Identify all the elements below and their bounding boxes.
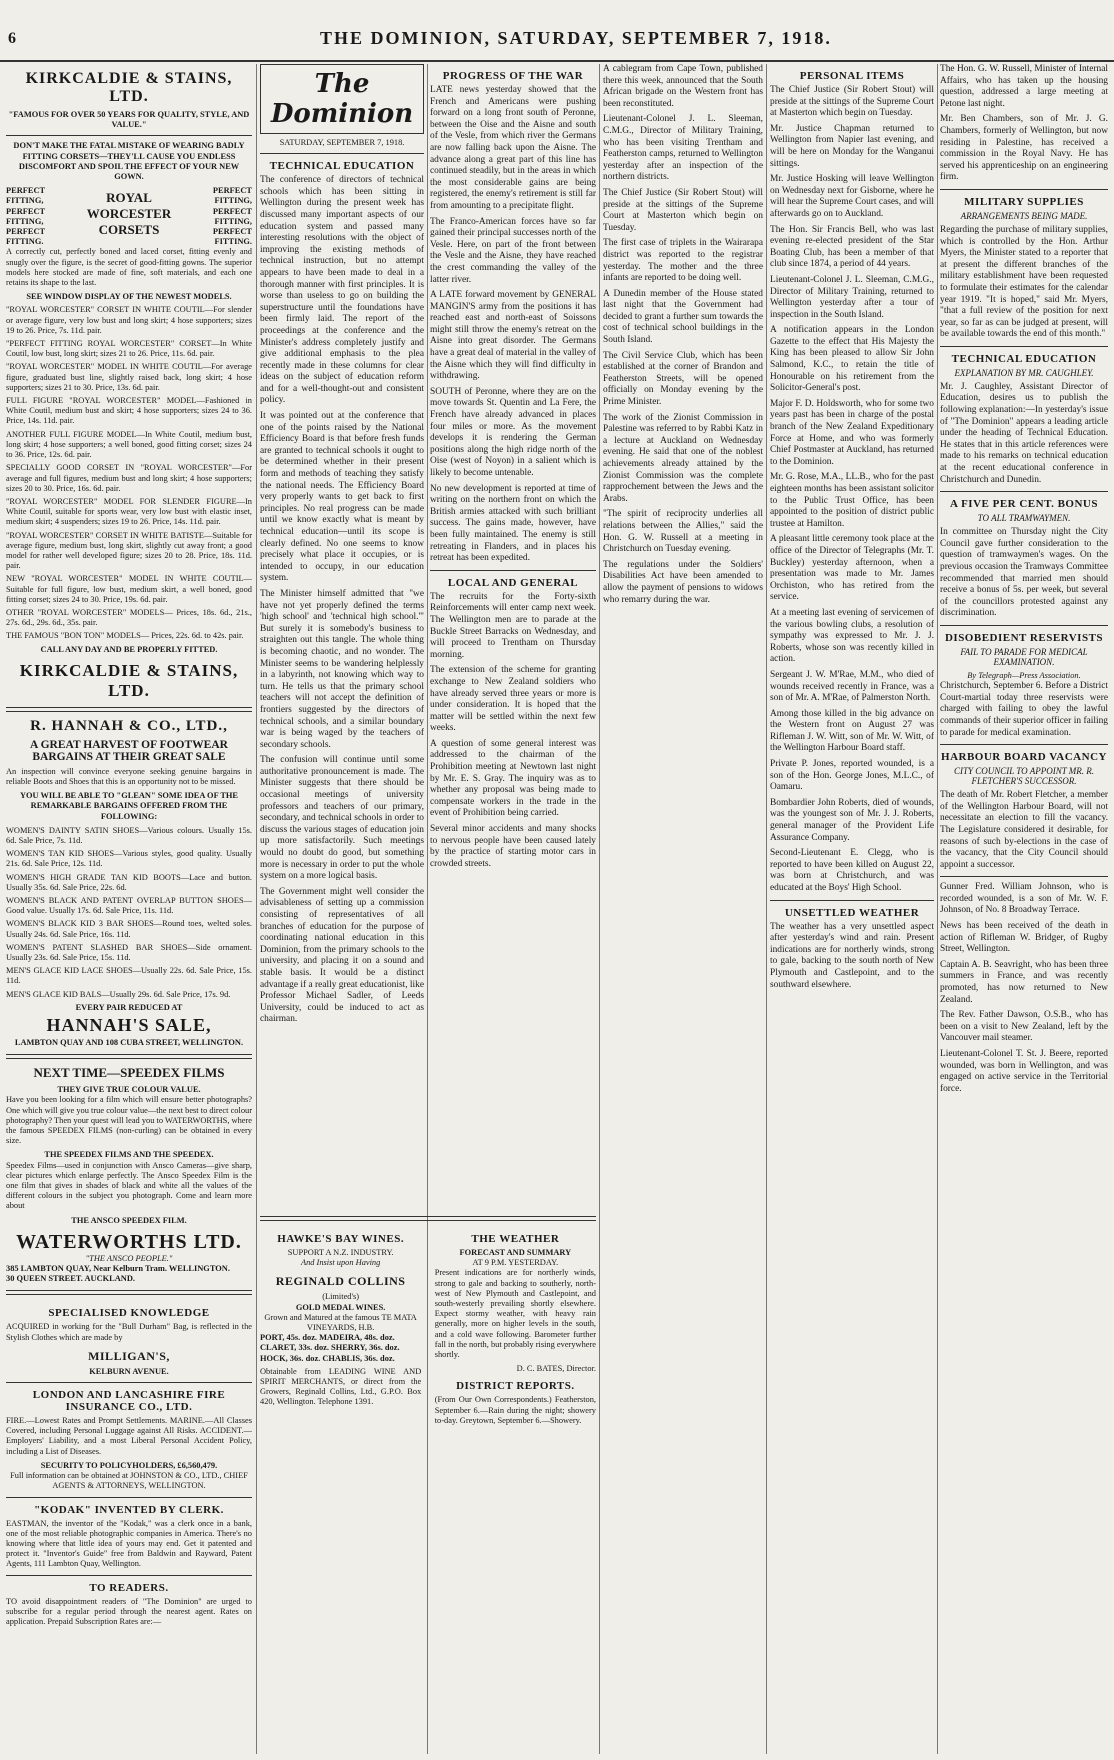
divider xyxy=(940,346,1108,347)
editorial-paragraph: The conference of directors of technical schools which has been sitting in Wellington during the present week has discussed many important aspects of our education system and passed many interesting resolutions with the object of improving the existing methods of technical instruction, but no attempt appears to have been made to deal in a thorough manner with first principles. It is worse than useless to go on building the superstructure until the foundations have been firmly laid. The report of the proceedings at the conference and the Minister's address completely justify and give additional emphasis to the plea recently made in these columns for clear ideas on the subject of education reform and for a well-thought-out and consistent policy. xyxy=(260,175,424,406)
corset-item: SPECIALLY GOOD CORSET IN "ROYAL WORCESTER"—For average and full figures, medium bust and long skirt; 4 hose supporters; sizes 20 to 30. Price, 16s. 6d. pair. xyxy=(6,463,252,493)
gold-medal-wines: GOLD MEDAL WINES. xyxy=(295,1302,386,1312)
misc-paragraph: The Rev. Father Dawson, O.S.B., who has been on a visit to New Zealand, left by the Vancouver mail steamer. xyxy=(940,1010,1108,1044)
news-paragraph: Lieutenant-Colonel J. L. Sleeman, C.M.G., Director of Military Training, who has been visiting Trentham and Featherston camps, returned to Wellington yesterday after an inspection of the northern districts. xyxy=(603,114,763,183)
reginald-collins: REGINALD COLLINS xyxy=(275,1274,406,1289)
kirkcaldie-body: A correctly cut, perfectly boned and laced corset, fitting evenly and snugly over the figure, is the secret of good-fitting gowns. The superior models here stocked are made of fine, soft materials, and each one retains its shape to the last. xyxy=(6,247,252,288)
hawkes-bay-wines-ad xyxy=(260,1227,421,1430)
editorial-paragraph: It was pointed out at the conference that one of the points raised by the National Efficiency Board is that before fresh funds are granted to technical schools it ought to be determined whether in their present form and methods of teaching they satisfy the national needs. The Efficiency Board very properly wants to get back to first principles. No real progress can be made until we know exactly what is meant by technical education—until its scope is clearly defined. No one seems to know precisely what place it occupies, or is intended to occupy, in our education system. xyxy=(260,411,424,584)
misc-paragraph: Captain A. B. Seavright, who has been three summers in France, and was recently promoted, has now returned to New Zealand. xyxy=(940,959,1108,1005)
corset-item: "ROYAL WORCESTER" CORSET IN WHITE COUTIL—For slender or average figure, very low bust and long skirt; 4 hose supporters; sizes 19 to 26. Price, 7s. 11d. pair. xyxy=(6,305,252,335)
kirkcaldie-warning: DON'T MAKE THE FATAL MISTAKE OF WEARING BADLY FITTING CORSETS—THEY'LL CAUSE YOU ENDLESS DISCOMFORT AND SPOIL THE EFFECT OF YOUR NEW GOWN. xyxy=(13,141,245,182)
weather-report xyxy=(435,1227,596,1430)
reginald-collins-ltd: (Limited's) xyxy=(322,1292,360,1302)
personal-paragraph: The Hon. Sir Francis Bell, who was last evening re-elected president of the Star Boating Club, has been a member of that club since 1874, a period of 44 years. xyxy=(770,224,934,270)
weather-body: Present indications are for northerly winds, strong to gale and backing to southerly, north-west of New Plymouth and Castlepoint, and south-westerly prevailing shortly elsewhere. Expect stormy weather, with heavy rain generally, more on higher levels in the south, and a cold wave following. Barometer further fall in the north, but probably rising everywhere shortly. xyxy=(434,1268,596,1360)
lower-left-ads xyxy=(6,1301,252,1631)
divider xyxy=(6,135,252,136)
war-paragraph: SOUTH of Peronne, where they are on the move towards St. Quentin and La Fere, the French have already advanced in places four miles or more. As the movement develops it is rendering the German positions along the high ridge north of the Oise (west of Noyon) in a salient which is likely to become untenable. xyxy=(430,386,596,478)
local-paragraph: The extension of the scheme for granting exchange to New Zealand soldiers who have already served three years or more is under consideration. It is hoped that the matter will be settled within the next few weeks. xyxy=(430,665,596,734)
wines-footer: Obtainable from LEADING WINE AND SPIRIT MERCHANTS, or direct from the Growers, Reginald Collins, Ltd., G.P.O. Box 420, Wellington. Telephone 1391. xyxy=(260,1366,422,1407)
wines-call: And Insist upon Having xyxy=(300,1258,381,1268)
corset-item: FULL FIGURE "ROYAL WORCESTER" MODEL—Fashioned in White Coutil, medium bust and skirt; 4 hose supporters; sizes 24 to 36. Price, 14s. 11d. pair. xyxy=(6,396,252,426)
hannah-harvest-heading: A GREAT HARVEST OF FOOTWEAR BARGAINS AT THEIR GREAT SALE xyxy=(30,738,228,763)
misc-news-column xyxy=(940,64,1108,1754)
column-rule xyxy=(766,64,767,1754)
page-number: 6 xyxy=(8,30,16,47)
kirkcaldie-footer: KIRKCALDIE & STAINS, LTD. xyxy=(19,660,239,700)
weather-subheading: FORECAST AND SUMMARY xyxy=(459,1248,572,1257)
editorial-paragraph: The Minister himself admitted that "we have not yet properly defined the terms 'high school' and 'technical high school.'" But surely it is somebody's business to straighten out this tangle. The whole thing is becoming chaotic, and no wonder. The Minister seems to be wandering helplessly in a labyrinth, not knowing which way to turn. He tells us that the primary school teachers will not accept the definition of frontiers suggested by the directors of technical schools, and a similar boundary war is being waged by the teachers of secondary schools. xyxy=(260,588,424,750)
war-news-column xyxy=(430,64,596,1204)
milligans-heading: MILLIGAN'S, xyxy=(88,1348,170,1363)
local-paragraph: A question of some general interest was addressed to the chairman of the Prohibition meeting at Newtown last night by Mr. E. S. Gray. The inquiry was as to whether any proposal was being made to compensate workers in the trade in the event of Prohibition being carried. xyxy=(430,738,596,819)
technical-education-heading: TECHNICAL EDUCATION xyxy=(951,352,1097,365)
call-any-day: CALL ANY DAY AND BE PROPERLY FITTED. xyxy=(40,644,218,654)
hannah-glean: YOU WILL BE ABLE TO "GLEAN" SOME IDEA OF THE REMARKABLE BARGAINS OFFERED FROM THE FOLLOWING: xyxy=(19,791,239,821)
divider xyxy=(940,876,1108,877)
waterworths-heading: WATERWORTHS LTD. xyxy=(16,1230,242,1253)
news-paragraph: "The spirit of reciprocity underlies all relations between the Allies," said the Hon. G. W. Russell at a meeting in Christchurch on Tuesday evening. xyxy=(603,509,763,555)
local-general-heading: LOCAL AND GENERAL xyxy=(447,576,579,589)
newspaper-running-title: THE DOMINION, SATURDAY, SEPTEMBER 7, 1918. xyxy=(320,28,832,48)
speedex-body: Have you been looking for a film which will ensure better photographs? One which will give you true colour value—the next best to direct colour photography? Then your quest will lead you to WATERWORTHS, where the famous SPEEDEX FILMS (non-curling) can be obtained in every size. xyxy=(6,1095,252,1146)
shoe-item: WOMEN'S HIGH GRADE TAN KID BOOTS—Lace and button. Usually 35s. 6d. Sale Price, 22s. 6d. xyxy=(6,872,252,892)
personal-paragraph: Second-Lieutenant E. Clegg, who is reported to have been killed on August 22, was born at Christchurch, and was educated at the Boys' High School. xyxy=(770,848,934,893)
perfect-fitting-left: PERFECT FITTING, PERFECT FITTING, PERFECT FITTING. xyxy=(6,186,45,247)
personal-paragraph: Major F. D. Holdsworth, who for some two years past has been in charge of the postal branch of the New Zealand Expeditionary Force at Home, and who was formerly Chief Postmaster at Auckland, has returned to the Dominion. xyxy=(770,398,934,467)
personal-items-heading: PERSONAL ITEMS xyxy=(799,70,905,82)
speedex-body-2: Speedex Films—used in conjunction with Ansco Cameras—give sharp, clear pictures which enlarge perfectly. The Ansco Speedex Film is the one film that gives in shades of black and white all the values of the different colours in the subject you photograph. Come and learn more about xyxy=(6,1160,252,1211)
advertisement-column xyxy=(6,64,252,1754)
corset-item: ANOTHER FULL FIGURE MODEL—In White Coutil, medium bust, long skirt; 4 hose supporters; a well boned, good fitting corset; sizes 24 to 36. Price, 12s. 6d. pair. xyxy=(6,429,252,460)
divider xyxy=(940,625,1108,626)
to-readers-heading: TO READERS. xyxy=(89,1581,169,1594)
wines-subheading: SUPPORT A N.Z. INDUSTRY. xyxy=(287,1248,394,1257)
wines-heading: HAWKE'S BAY WINES. xyxy=(277,1233,405,1245)
specialised-knowledge-body: ACQUIRED in working for the "Bull Durham" Bag, is reflected in the Stylish Clothes which are made by xyxy=(6,1322,252,1342)
news-column xyxy=(603,64,763,1754)
corset-item: OTHER "ROYAL WORCESTER" MODELS— Prices, 18s. 6d., 21s., 27s. 6d., 29s. 6d., 35s. pair. xyxy=(6,607,252,628)
personal-paragraph: Mr. Justice Chapman returned to Wellington from Napier last evening, and will be here on Monday for the Wanganui sittings. xyxy=(770,123,934,169)
local-paragraph: The recruits for the Forty-sixth Reinforcements will enter camp next week. The Wellington men are to parade at the Buckle Street Barracks on Wednesday, and will proceed to Trentham on Thursday morning. xyxy=(430,591,596,660)
page-masthead xyxy=(0,26,1114,62)
news-paragraph: A Dunedin member of the House stated last night that the Government had decided to grant a further sum towards the cost of technical school buildings in the South Island. xyxy=(603,288,763,346)
personal-paragraph: Mr. Justice Hosking will leave Wellington on Wednesday next for Gisborne, where he will hear the Supreme Court cases, and will afterwards go on to Auckland. xyxy=(770,174,934,219)
divider xyxy=(770,900,934,901)
shoe-item: MEN'S GLACE KID LACE SHOES—Usually 22s. 6d. Sale Price, 15s. 11d. xyxy=(6,966,252,986)
london-lancashire-heading: LONDON AND LANCASHIRE FIRE INSURANCE CO., LTD. xyxy=(32,1389,226,1414)
unsettled-weather-heading: UNSETTLED WEATHER xyxy=(784,906,920,919)
every-pair-reduced: EVERY PAIR REDUCED AT xyxy=(75,1002,183,1012)
divider xyxy=(940,491,1108,492)
column-rule xyxy=(599,64,600,1754)
hannahs-sale-heading: HANNAH'S SALE, xyxy=(46,1015,212,1036)
royal-worcester-heading: ROYAL WORCESTER CORSETS xyxy=(86,190,172,238)
divider xyxy=(6,1575,252,1576)
bonus-body: In committee on Thursday night the City Council gave further consideration to the question of tramwaymen's wages. On the previous occasion the Tramways Committee recommended that married men should receive a bonus of 5s. per week, but several of the councillors protested against any discrimination. xyxy=(940,527,1108,619)
divider xyxy=(260,1216,596,1221)
personal-paragraph: A notification appears in the London Gazette to the effect that His Majesty the King has been pleased to allow Sir John Salmond, K.C., to retain the title of Honourable on his retirement from the Solicitor-General's post. xyxy=(770,325,934,394)
divider xyxy=(6,707,252,712)
corset-list xyxy=(6,305,252,641)
speedex-heading: NEXT TIME—SPEEDEX FILMS xyxy=(33,1065,225,1081)
corset-item: THE FAMOUS "BON TON" MODELS— Prices, 22s. 6d. to 42s. pair. xyxy=(6,631,244,641)
military-supplies-subheading: ARRANGEMENTS BEING MADE. xyxy=(960,210,1088,221)
divider xyxy=(6,1382,252,1383)
divider xyxy=(6,1290,252,1295)
waterworths-address-1: 385 LAMBTON QUAY, Near Kelburn Tram. WELLINGTON. xyxy=(6,1264,230,1274)
technical-education-subheading: EXPLANATION BY MR. CAUGHLEY. xyxy=(954,367,1094,378)
wines-grown: Grown and Matured at the famous TE MATA VINEYARDS, H.B. xyxy=(264,1312,417,1333)
district-reports-body: (From Our Own Correspondents.) Featherston, September 6.—Rain during the night; showery to-day. Greytown, September 6.—Showery. xyxy=(434,1395,596,1425)
column-rule xyxy=(427,64,428,1754)
wine-price: CLARET, 33s. doz. SHERRY, 36s. doz. xyxy=(260,1343,400,1353)
johnston-agents: Full information can be obtained at JOHNSTON & CO., LTD., CHIEF AGENTS & ATTORNEYS, WELLINGTON. xyxy=(10,1471,248,1491)
corset-item: "ROYAL WORCESTER" MODEL IN WHITE COUTIL—For average figure, graduated bust line, slightly raised back, long skirt; 4 hose supporters; sizes 21 to 30. Price, 13s. 6d. pair. xyxy=(6,362,252,392)
war-progress-heading: PROGRESS OF THE WAR xyxy=(442,70,584,82)
press-association-line: By Telegraph—Press Association. xyxy=(967,670,1081,680)
district-reports-heading: DISTRICT REPORTS. xyxy=(456,1380,575,1393)
misc-paragraph: Lieutenant-Colonel T. St. J. Beere, reported wounded, was born in Wellington, and was engaged on active service in the Territorial force. xyxy=(940,1049,1108,1094)
misc-paragraph: Gunner Fred. William Johnson, who is recorded wounded, is a son of Mr. W. F. Johnson, of No. 8 Broadway Terrace. xyxy=(940,882,1108,916)
speedex-closing: THE ANSCO SPEEDEX FILM. xyxy=(71,1215,187,1225)
disobedient-reservists-subheading: FAIL TO PARADE FOR MEDICAL EXAMINATION. xyxy=(960,646,1088,667)
wine-price: HOCK, 36s. doz. CHABLIS, 36s. doz. xyxy=(260,1353,395,1363)
divider xyxy=(940,189,1108,190)
military-supplies-heading: MILITARY SUPPLIES xyxy=(964,195,1084,208)
editorial-paragraph: The confusion will continue until some authoritative pronouncement is made. The Minister suggests that there should be occasional meetings of university professors and teachers of our primary, secondary, and technical schools in order to discuss the various stages of education join up more satisfactorily. Such meetings would no doubt do good, but something more is necessary in order to put the whole system on a more logical basis. xyxy=(260,755,424,882)
corset-item: "ROYAL WORCESTER" MODEL FOR SLENDER FIGURE—In White Coutil, suitable for sports wear, very low bust with elastic inset, medium skirt; 4 suspenders; sizes 19 to 26. Price, 14s. 11d. pair. xyxy=(6,496,252,527)
war-paragraph: The Franco-American forces have so far gained their principal successes north of the Vesle. Here, on part of the front between the Vesle and the Aisne, they have reached the crest commanding the valley of the latter river. xyxy=(430,216,596,285)
harbour-board-body: The death of Mr. Robert Fletcher, a member of the Wellington Harbour Board, will not necessitate an election to fill the vacancy. The Legislature considered it desirable, for reasons of such by-elections in the case of the vacancy, that the City Council should appoint a successor. xyxy=(940,790,1108,870)
milligans-address: KELBURN AVENUE. xyxy=(89,1366,169,1376)
lower-center-ads xyxy=(260,1210,596,1430)
personal-paragraph: At a meeting last evening of servicemen of the various bowling clubs, a resolution of sympathy was expressed to Mr. J. J. Roberts, whose son was recently killed in action. xyxy=(770,607,934,665)
perfect-fitting-right: PERFECT FITTING, PERFECT FITTING, PERFECT FITTING. xyxy=(212,186,252,247)
divider xyxy=(6,1497,252,1498)
technical-education-body: Mr. J. Caughley, Assistant Director of Education, desires us to publish the following explanation:—In yesterday's issue of "The Dominion" appears a leading article under the heading of Technical Education. He states that in this article references were made to his remarks on technical education at the recent educational conference in Christchurch and Dunedin. xyxy=(940,381,1108,485)
misc-paragraph: The Hon. G. W. Russell, Minister of Internal Affairs, who has taken up the housing question, addressed a large meeting at Petone last night. xyxy=(940,64,1108,109)
personal-paragraph: Lieutenant-Colonel J. L. Sleeman, C.M.G., Director of Military Training, returned to Wellington yesterday after a tour of inspection in the South Island. xyxy=(770,274,934,320)
personal-paragraph: Bombardier John Roberts, died of wounds, was the youngest son of Mr. J. J. Roberts, general manager of the Provident Life Assurance Company. xyxy=(770,797,934,843)
misc-paragraph: Mr. Ben Chambers, son of Mr. J. G. Chambers, formerly of Wellington, but now residing in Palestine, has received a commission in the Royal Navy. He has served his apprenticeship on an engineering firm. xyxy=(940,114,1108,183)
weather-heading: THE WEATHER xyxy=(471,1233,560,1245)
divider xyxy=(6,1054,252,1059)
corset-item: "PERFECT FITTING ROYAL WORCESTER" CORSET—In White Coutil, low bust, long skirt; sizes 21 to 26. Price, 11s. 6d. pair. xyxy=(6,339,252,359)
royal-worcester-banner xyxy=(6,186,252,247)
hannah-address: LAMBTON QUAY AND 108 CUBA STREET, WELLINGTON. xyxy=(14,1038,244,1048)
war-paragraph: LATE news yesterday showed that the French and Americans were pushing forward on a long front south of Peronne, between the Oise and the Aisne and south of the Vesle, from which river the Germans are now falling back upon the Aisne. The advance along a great part of this line has continued steadily, but in the areas in which the most considerable gains are being registered, the enemy's retirement is still far from amounting to a precipitate flight. xyxy=(430,85,596,211)
shoe-item: MEN'S GLACE KID BALS—Usually 29s. 6d. Sale Price, 17s. 9d. xyxy=(6,989,231,999)
kirkcaldie-tagline: "FAMOUS FOR OVER 50 YEARS FOR QUALITY, STYLE, AND VALUE." xyxy=(8,110,250,130)
kodak-body: EASTMAN, the inventor of the "Kodak," was a clerk once in a bank, one of the most reliable photographic companies in America. There's no knowing where that little idea of yours may end. Get it patented and protect it. "Inventor's Guide" free from Baldwin and Rayward, Patent Agents, 111 Lambton Quay, Wellington. xyxy=(6,1518,252,1569)
london-lancashire-body: FIRE.—Lowest Rates and Prompt Settlements. MARINE.—All Classes Covered, including Personal Luggage against All Risks. ACCIDENT.—Employers' Liability, and a most Liberal Personal Accident Policy, including a List of Diseases. xyxy=(6,1416,252,1456)
personal-paragraph: A pleasant little ceremony took place at the office of the Director of Telegraphs (Mr. T. Buckley) yesterday afternoon, when a presentation was made to Mr. James Orchiston, who has retired from the service. xyxy=(770,534,934,603)
weather-time: AT 9 P.M. YESTERDAY. xyxy=(472,1258,559,1268)
divider xyxy=(940,744,1108,745)
shoe-item: WOMEN'S DAINTY SATIN SHOES—Various colours. Usually 15s. 6d. Sale Price, 7s. 11d. xyxy=(6,825,252,845)
corset-item: NEW "ROYAL WORCESTER" MODEL IN WHITE COUTIL—Suitable for full figure, low bust, medium skirt, a well boned, good fitting corset; sizes 24 to 30. Price, 19s. 6d. pair. xyxy=(6,574,252,604)
military-supplies-body: Regarding the purchase of military supplies, which is controlled by the Hon. Arthur Myers, the Minister stated to a reporter that at present the different branches of the military establishment have been requested to formulate their estimates for the calendar year 1919. "It is hoped," said Mr. Myers, "that a full review of the position for next year, so far as can be judged at present, will be available towards the end of this month." xyxy=(940,224,1108,340)
corset-item: "ROYAL WORCESTER" CORSET IN WHITE BATISTE—Suitable for average figure, medium bust, long skirt, slightly cut away front; a good model for rather well developed figure; sizes 20 to 28. Price, 18s. 11d. pair. xyxy=(6,530,252,571)
news-paragraph: The first case of triplets in the Wairarapa district was reported to the registrar yesterday. The mother and the three infants are reported to be doing well. xyxy=(603,238,763,284)
weather-signature: D. C. BATES, Director. xyxy=(516,1364,596,1374)
local-paragraph: Several minor accidents and many shocks to nervous people have been caused lately by the practice of starting motor cars in crowded streets. xyxy=(430,824,596,869)
harbour-board-subheading: CITY COUNCIL TO APPOINT MR. R. FLETCHER'S SUCCESSOR. xyxy=(953,766,1095,787)
shoe-list xyxy=(6,826,252,1000)
editorial-date: SATURDAY, SEPTEMBER 7, 1918. xyxy=(279,138,405,147)
personal-paragraph: The Chief Justice (Sir Robert Stout) will preside at the sittings of the Supreme Court at Masterton which begin on Tuesday. xyxy=(770,85,934,119)
news-paragraph: The regulations under the Soldiers' Disabilities Act have been amended to allow the payment of pensions to widows who remarry during the war. xyxy=(603,559,763,605)
speedex-subheading: THEY GIVE TRUE COLOUR VALUE. xyxy=(57,1085,201,1095)
personal-paragraph: Among those killed in the big advance on the Western front on August 27 was Rifleman J. W. Witt, son of Mr. W. Witt, of the Wellington Harbour Board staff. xyxy=(770,708,934,754)
kodak-heading: "KODAK" INVENTED BY CLERK. xyxy=(34,1503,224,1516)
disobedient-reservists-heading: DISOBEDIENT RESERVISTS xyxy=(944,631,1104,644)
column-rule xyxy=(937,64,938,1754)
news-paragraph: A cablegram from Cape Town, published there this week, announced that the South African brigade on the Western front has been reconstituted. xyxy=(603,64,763,109)
news-paragraph: The Civil Service Club, which has been established at the corner of Brandon and Featherston Streets, will be opened officially on Monday evening by the Prime Minister. xyxy=(603,350,763,408)
editorial-heading: TECHNICAL EDUCATION xyxy=(269,160,415,173)
news-paragraph: The work of the Zionist Commission in Palestine was referred to by Rabbi Katz in a lecture at Auckland on Wednesday evening. He said that one of the noblest achievements already attained by the Zionist Commission was the complete rapprochement between the Jews and the Arabs. xyxy=(603,412,763,504)
hannah-heading: R. HANNAH & CO., LTD., xyxy=(30,717,228,734)
personal-paragraph: Sergeant J. W. M'Rae, M.M., who died of wounds received recently in France, was a son of Mr. A. M'Rae, of Palmerston North. xyxy=(770,669,934,704)
personal-paragraph: Mr. G. Rose, M.A., LL.B., who for the past eighteen months has been assistant solicitor to the Public Trust Office, has been appointed to the position of district public trustee at Hamilton. xyxy=(770,472,934,529)
shoe-item: WOMEN'S PATENT SLASHED BAR SHOES—Side ornament. Usually 23s. 6d. Sale Price, 15s. 11d. xyxy=(6,942,252,962)
kirkcaldie-heading: KIRKCALDIE & STAINS, LTD. xyxy=(25,70,233,105)
bonus-heading: A FIVE PER CENT. BONUS xyxy=(949,498,1098,511)
see-window-display: SEE WINDOW DISPLAY OF THE NEWEST MODELS. xyxy=(26,292,232,302)
editorial-paragraph: The Government might well consider the advisableness of setting up a commission consisting of representatives of all branches of education for the purpose of coordinating national education in this Dominion, from the primary schools to the university, and placing it on a sound and stable basis. It would be a distinct advantage if a really great educationist, like Professor Michael Sadler, of Leeds University, could be induced to act as chairman. xyxy=(260,886,424,1025)
security-policyholders: SECURITY TO POLICYHOLDERS, £6,560,479. xyxy=(40,1460,218,1470)
waterworths-subheading: "THE ANSCO PEOPLE." xyxy=(85,1253,173,1263)
shoe-item: WOMEN'S TAN KID SHOES—Various styles, good quality. Usually 21s. 6d. Sale Price, 12s. 11d. xyxy=(6,849,252,869)
newspaper-flag: The Dominion xyxy=(260,64,424,134)
divider xyxy=(260,153,424,154)
speedex-subheading-2: THE SPEEDEX FILMS AND THE SPEEDEX. xyxy=(44,1150,214,1160)
editorial-column xyxy=(260,64,424,1204)
unsettled-weather-body: The weather has a very unsettled aspect after yesterday's wind and rain. Present indications are for northerly winds, strong to gale, backing to the south north of New Plymouth and Castlepoint, and to the southward elsewhere. xyxy=(770,921,934,990)
harbour-board-heading: HARBOUR BOARD VACANCY xyxy=(941,751,1107,764)
misc-paragraph: News has been received of the death in action of Rifleman W. Bridger, of Rugby Street, Wellington. xyxy=(940,921,1108,955)
to-readers-body: TO avoid disappointment readers of "The Dominion" are urged to subscribe for a regular period through the nearest agent. Rates on application. Prepaid Subscription Rates are:— xyxy=(6,1596,252,1626)
shoe-item: WOMEN'S BLACK KID 3 BAR SHOES—Round toes, welted soles. Usually 24s. 6d. Sale Price, 16s. 11d. xyxy=(6,919,252,939)
column-rule xyxy=(256,64,257,1754)
war-paragraph: No new development is reported at time of writing on the northern front on which the British armies attacked with such brilliant success. The gains made, however, have been fully maintained. The enemy is still retreating in Flanders, and in places his retreat has been expedited. xyxy=(430,483,596,564)
shoe-item: WOMEN'S BLACK AND PATENT OVERLAP BUTTON SHOES—Good value. Usually 17s. 6d. Sale Price, 11s. 11d. xyxy=(6,895,252,916)
disobedient-reservists-body: Christchurch, September 6. Before a District Court-martial today three reservists were charged with failing to obey the lawful commands of their superior officer in failing to parade for medical examination. xyxy=(940,681,1108,738)
war-paragraph: A LATE forward movement by GENERAL MANGIN'S army from the positions it has reached east and north-east of Soissons might still throw the enemy's retreat on the Aisne into great disorder. The Germans have a great deal of material in the valley of the Aisne which they will find difficulty in withdrawing. xyxy=(430,290,596,382)
hannah-body: An inspection will convince everyone seeking genuine bargains in reliable Boots and Shoes that this is an opportunity not to be missed. xyxy=(6,766,252,786)
personal-paragraph: Private P. Jones, reported wounded, is a son of the Hon. George Jones, M.L.C., of Oamaru. xyxy=(770,759,934,793)
news-paragraph: The Chief Justice (Sir Robert Stout) will preside at the sittings of the Supreme Court at Masterton which begin on Tuesday. xyxy=(603,187,763,233)
bonus-subheading: TO ALL TRAMWAYMEN. xyxy=(977,513,1071,524)
waterworths-address-2: 30 QUEEN STREET. AUCKLAND. xyxy=(6,1274,135,1284)
divider xyxy=(430,570,596,571)
wine-price: PORT, 45s. doz. MADEIRA, 48s. doz. xyxy=(260,1333,395,1343)
personal-items-column xyxy=(770,64,934,1754)
specialised-knowledge-heading: SPECIALISED KNOWLEDGE xyxy=(48,1307,210,1320)
